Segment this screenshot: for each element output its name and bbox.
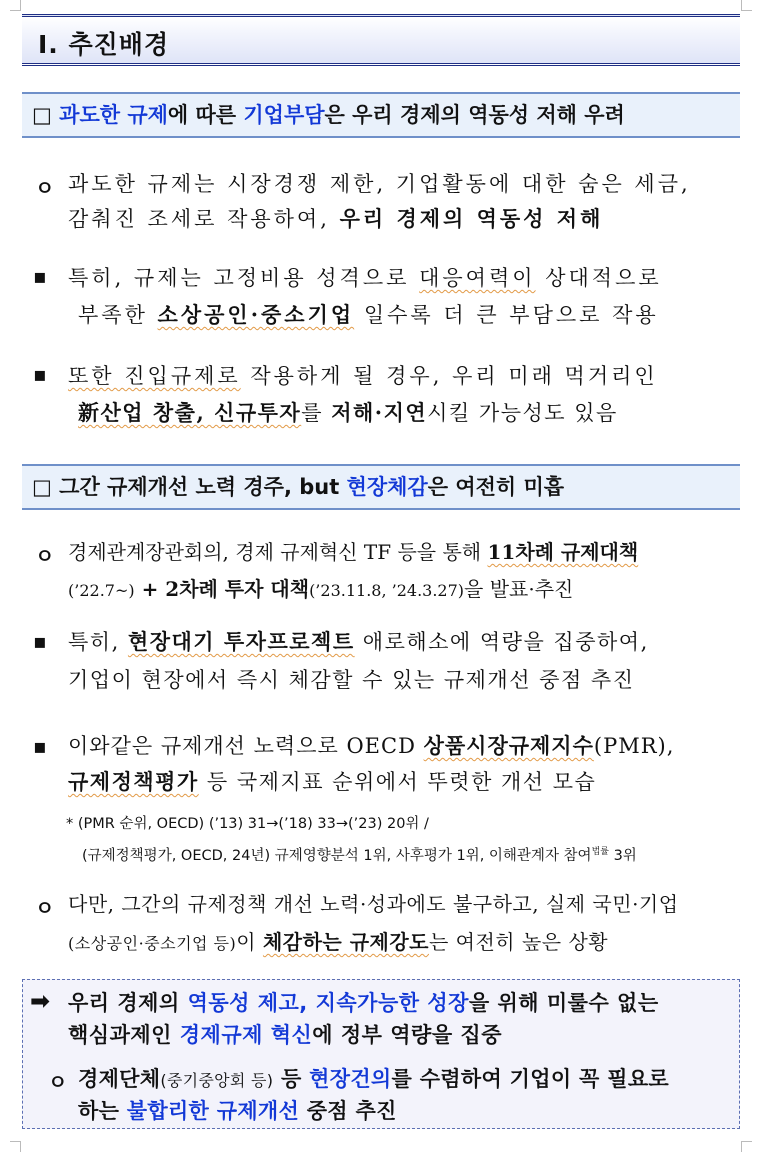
bullet-line: 기업이 현장에서 즉시 체감할 수 있는 규제개선 중점 추진 [68, 668, 635, 692]
chapter-title: Ⅰ. 추진배경 [38, 30, 170, 59]
bullet-line: 특히, 규제는 고정비용 성격으로 대응여력이 상대적으로 [68, 266, 662, 290]
section-header-2 [22, 464, 740, 510]
section-marker: □ [32, 103, 52, 127]
circle-bullet: ㅇ [35, 544, 55, 568]
bullet-line: 부족한 소상공인·중소기업 일수록 더 큰 부담으로 작용 [78, 302, 659, 327]
conclusion-line: 핵심과제인 경제규제 혁신에 정부 역량을 집중 [68, 1023, 503, 1047]
heading-text: 은 여전히 미흡 [427, 475, 565, 499]
bullet-line: 이와같은 규제개선 노력으로 OECD 상품시장규제지수(PMR), [68, 733, 675, 758]
square-bullet: ▪ [33, 734, 47, 758]
section-marker: □ [32, 475, 52, 499]
heading-highlight: 기업부담 [243, 103, 325, 127]
paragraph-line: 다만, 그간의 규제정책 개선 노력·성과에도 불구하고, 실제 국민·기업 [68, 892, 679, 916]
circle-bullet: ㅇ [48, 1070, 68, 1094]
circle-bullet: ㅇ [35, 896, 55, 920]
crop-mark-bottom-right [741, 1141, 752, 1152]
heading-highlight: 현장체감 [346, 475, 428, 499]
paragraph-line: 감춰진 조세로 작용하여, 우리 경제의 역동성 저해 [68, 206, 604, 231]
crop-mark-top-right [741, 0, 752, 11]
paragraph-line: (’22.7~) + 2차례 투자 대책(’23.11.8, ’24.3.27)을 발표·추진 [68, 577, 574, 601]
section-header-1 [22, 92, 740, 138]
footnote-line: * (PMR 순위, OECD) (’13) 31→(’18) 33→(’23) 20위 / [66, 816, 429, 832]
square-bullet: ▪ [33, 362, 47, 386]
paragraph-line: (소상공인·중소기업 등)이 체감하는 규제강도는 여전히 높은 상황 [68, 930, 609, 954]
bullet-line: 특히, 현장대기 투자프로젝트 애로해소에 역량을 집중하여, [68, 629, 649, 654]
crop-mark-bottom-left [10, 1141, 21, 1152]
bullet-line: 규제정책평가 등 국제지표 순위에서 뚜렷한 개선 모습 [68, 769, 597, 794]
paragraph-line: 과도한 규제는 시장경쟁 제한, 기업활동에 대한 숨은 세금, [68, 172, 691, 196]
bullet-line: 또한 진입규제로 작용하게 될 경우, 우리 미래 먹거리인 [68, 364, 658, 388]
heading-text: 은 우리 경제의 역동성 저해 우려 [324, 103, 625, 127]
paragraph-line: 경제관계장관회의, 경제 규제혁신 TF 등을 통해 11차례 규제대책 [68, 540, 639, 564]
conclusion-sub-line: 경제단체(중기중앙회 등) 등 현장건의를 수렴하여 기업이 꼭 필요로 [78, 1067, 669, 1091]
bullet-line: 新산업 창출, 신규투자를 저해·지연시킬 가능성도 있음 [78, 400, 618, 425]
chapter-title-bar [22, 14, 740, 66]
heading-text: 에 따른 [167, 103, 244, 127]
arrow-right-icon: ➡ [30, 987, 51, 1015]
crop-mark-top-left [10, 0, 21, 11]
square-bullet: ▪ [33, 629, 47, 653]
circle-bullet: ㅇ [35, 176, 55, 200]
conclusion-sub-line: 하는 불합리한 규제개선 중점 추진 [78, 1099, 397, 1123]
footnote-line: (규제정책평가, OECD, 24년) 규제영향분석 1위, 사후평가 1위, 이해관계자 참여$^{법률}$ 3위 [82, 847, 637, 864]
heading-highlight: 과도한 규제 [59, 103, 168, 127]
conclusion-line: 우리 경제의 역동성 제고, 지속가능한 성장을 위해 미룰수 없는 [68, 991, 659, 1015]
square-bullet: ▪ [33, 264, 47, 288]
heading-text: 그간 규제개선 노력 경주, but [59, 475, 347, 499]
